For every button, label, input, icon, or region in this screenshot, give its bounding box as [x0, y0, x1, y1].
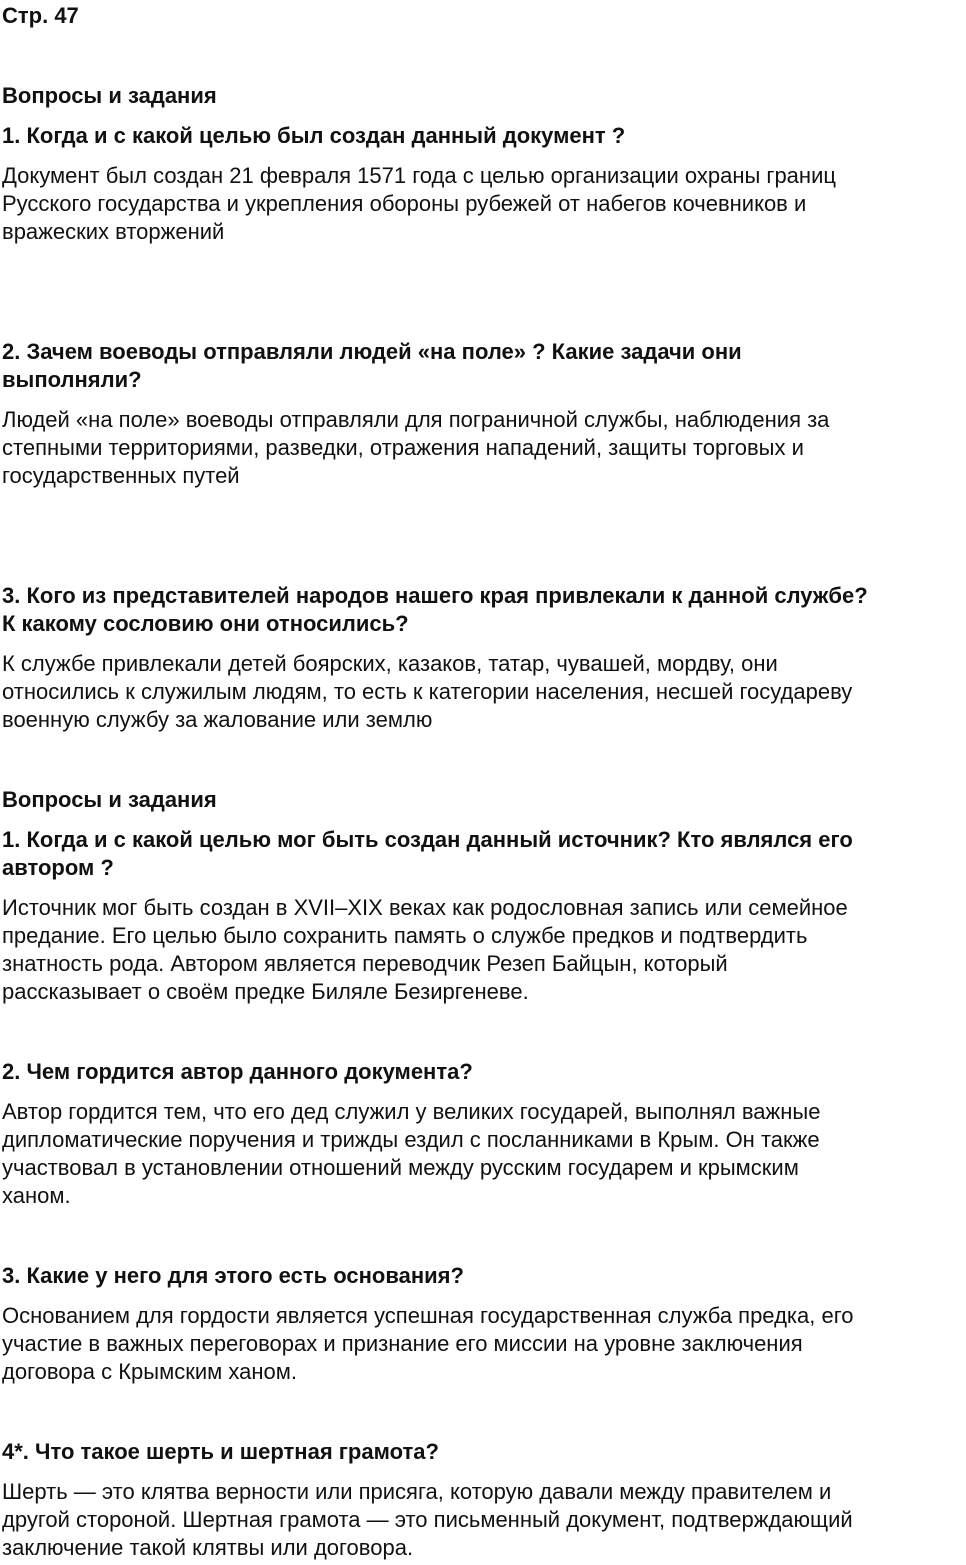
- answer-1-1: Документ был создан 21 февраля 1571 года с целью организации охраны границ Русского государства и укрепления обороны рубежей от набегов кочевников и вражеских вторжений: [2, 163, 836, 244]
- answer-2-2: Автор гордится тем, что его дед служил у великих государей, выполнял важные дипломатические поручения и трижды ездил с посланниками в Крым. Он также участвовал в установлении отношений между русским государем и крымским ханом.: [2, 1099, 821, 1208]
- answer-1-3: К службе привлекали детей боярских, казаков, татар, чувашей, мордву, они относились к служилым людям, то есть к категории населения, несшей государеву военную службу за жалование или землю: [2, 651, 853, 732]
- question-2-2: 2. Чем гордится автор данного документа?: [2, 1059, 473, 1084]
- question-1-2: 2. Зачем воеводы отправляли людей «на поле» ? Какие задачи они выполняли?: [2, 339, 742, 392]
- section-title-1: Вопросы и задания: [2, 83, 217, 108]
- page-number-label: Стр. 47: [2, 3, 79, 28]
- question-1-1: 1. Когда и с какой целью был создан данный документ ?: [2, 123, 626, 148]
- answer-2-1: Источник мог быть создан в XVII–XIX веках как родословная запись или семейное предание. Его целью было сохранить память о службе предков и подтвердить знатность рода. Автором является переводчик Резеп Байцын, который рассказывает о своём предке Биляле Безиргеневе.: [2, 895, 848, 1004]
- answer-2-4: Шерть — это клятва верности или присяга, которую давали между правителем и другой стороной. Шертная грамота — это письменный документ, подтверждающий заключение такой клятвы или договора.: [2, 1479, 853, 1560]
- answer-2-3: Основанием для гордости является успешная государственная служба предка, его участие в важных переговорах и признание его миссии на уровне заключения договора с Крымским ханом.: [2, 1303, 854, 1384]
- section-title-2: Вопросы и задания: [2, 787, 217, 812]
- question-1-3: 3. Кого из представителей народов нашего края привлекали к данной службе? К какому сословию они относились?: [2, 583, 868, 636]
- question-2-4: 4*. Что такое шерть и шертная грамота?: [2, 1439, 439, 1464]
- question-2-3: 3. Какие у него для этого есть основания?: [2, 1263, 464, 1288]
- question-2-1: 1. Когда и с какой целью мог быть создан данный источник? Кто являлся его автором ?: [2, 827, 853, 880]
- answer-1-2: Людей «на поле» воеводы отправляли для пограничной службы, наблюдения за степными территориями, разведки, отражения нападений, защиты торговых и государственных путей: [2, 407, 830, 488]
